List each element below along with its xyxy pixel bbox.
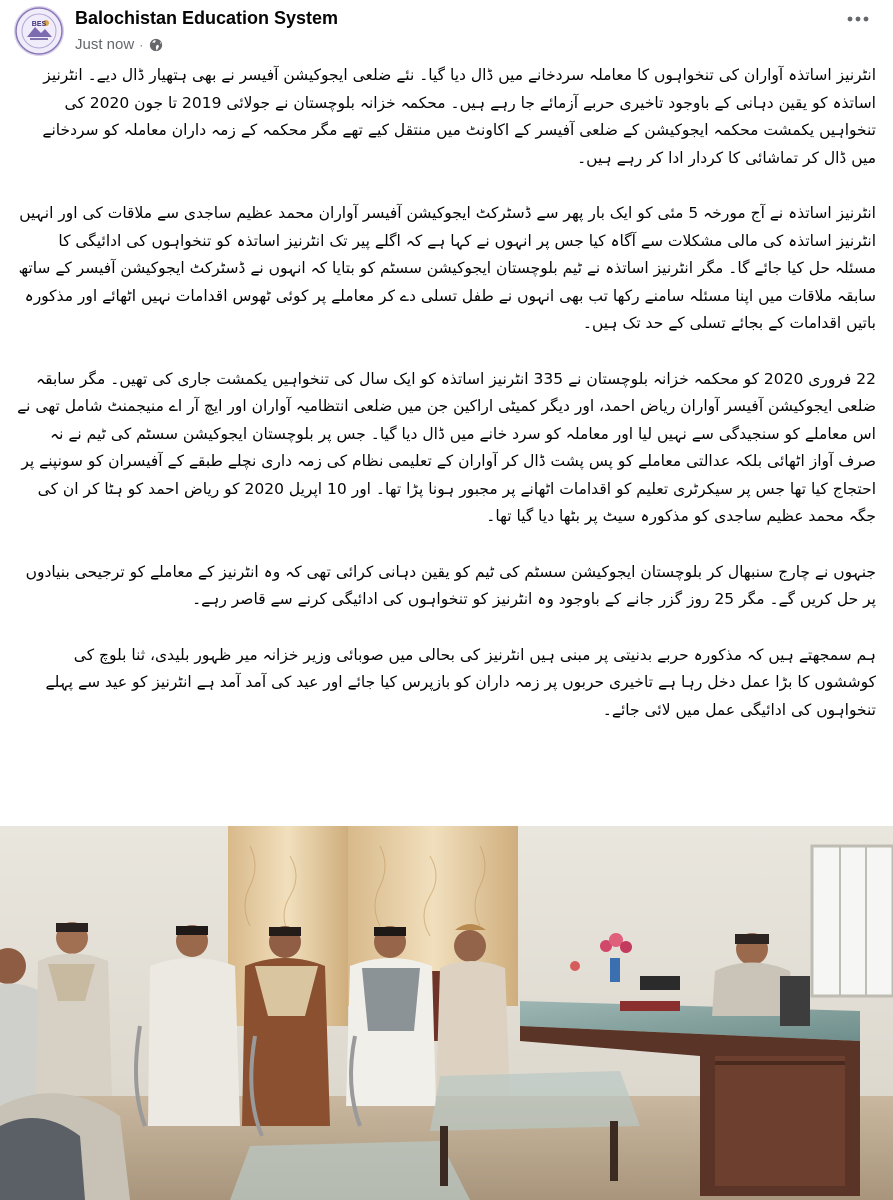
coffee-table	[230, 1141, 470, 1200]
post-timestamp[interactable]: Just now	[75, 36, 135, 53]
avatar-logo-text: BES	[31, 21, 47, 28]
post-paragraph-4: جنہوں نے چارج سنبھال کر بلوچستان ایجوکیشن سسٹم کی ٹیم کو یقین دہانی کرائی تھی کہ وہ انٹرنیز کے معاملے کو ترجیحی بنیادوں پر حل کریں گے۔ مگر 25 روز گزر جانے کے باوجود وہ انٹرنیز کو تنخواہوں کی ادائیگی کرنے سے قاصر رہے۔	[25, 562, 876, 608]
post-paragraph-5: ہم سمجھتے ہیں کہ مذکورہ حربے بدنیتی پر مبنی ہیں انٹرنیز کی بحالی میں صوبائی وزیر خزانہ میر ظہور بلیدی، ثنا بلوچ کی کوششوں کا بڑا عمل دخل رہا ہے تاخیری حربوں پر زمہ داران کو بازپرس کیا جائے اور عید کی آمد آمد ہے انٹرنیز کو عید سے پہلے تنخواہوں کی ادائیگی عمل میں لائی جائے۔	[45, 645, 876, 719]
globe-icon[interactable]	[149, 38, 163, 52]
post-paragraph-2: انٹرنیز اساتذہ نے آج مورخہ 5 مئی کو ایک بار پھر سے ڈسٹرکٹ ایجوکیشن آفیسر آواران محمد عظیم ساجدی سے ملاقات کی اور انہیں انٹرنیز اساتذہ کی مالی مشکلات سے آگاہ کیا جس پر انہوں نے کہا ہے کہ اگلے پیر تک انٹرنیز اساتذہ کو تنخواہوں کی ادائیگی کا مسئلہ حل کیا جائے گا۔ مگر انٹرنیز اساتذہ نے ٹیم بلوچستان ایجوکیشن سسٹم کو بتایا کہ انہوں نے ڈسٹرکٹ ایجوکیشن آفیسر کے ساتھ سابقہ ملاقات میں اپنا مسئلہ سامنے رکھا تب بھی انہوں نے طفل تسلی دے کر معاملے پر کوئی ٹھوس اقدامات نہیں اٹھائے اور مذکورہ باتیں اقدامات کے بجائے تسلی کے حد تک ہیں۔	[18, 204, 876, 332]
window	[812, 846, 893, 996]
desk-phone	[640, 976, 680, 990]
post-paragraph-3: 22 فروری 2020 کو محکمہ خزانہ بلوچستان نے 335 انٹرنیز اساتذہ کو ایک سال کی تنخواہیں یکمشت جاری کی تھیں۔ مگر سابقہ ضلعی ایجوکیشن آفیسر آواران ریاض احمد، اور دیگر کمیٹی اراکین جن میں ضلعی انتظامیہ آواران اور ایچ آر اے منیجمنٹ شامل تھی نے اس معاملے کو سنجیدگی سے نہیں لیا اور معاملہ کو سرد خانے میں ڈال دیا گیا۔ جس پر بلوچستان ایجوکیشن سسٹم کی ٹیم نے نہ صرف آواز اٹھائی بلکہ عدالتی معاملے کو پس پشت ڈال کر آواران کے تعلیمی نظام کی زمہ داری نچلے طبقے کے آفیسران کو سونپنے پر احتجاج کیا تھا جس پر سیکرٹری تعلیم کو اقدامات اٹھانے پر مجبور ہونا پڑا تھا۔ اور 10 اپریل 2020 کو ریاض احمد کو ہٹا کر ان کی جگہ محمد عظیم ساجدی کو مذکورہ سیٹ پر بٹھا دیا گیا تھا۔	[17, 369, 876, 525]
post-header	[14, 6, 879, 58]
flower-vase	[610, 958, 620, 982]
page-name-link[interactable]: Balochistan Education System	[75, 8, 339, 28]
post-photo[interactable]	[0, 826, 893, 1200]
post-paragraph-1: انٹرنیز اساتذہ آواران کی تنخواہوں کا معاملہ سردخانے میں ڈال دیا گیا۔ نئے ضلعی ایجوکیشن آفیسر نے بھی ہتھیار ڈال دیے۔ انٹرنیز اساتذہ کو یقین دہانی کے باوجود تاخیری حربے آزمائے جا رہے ہیں۔ محکمہ خزانہ بلوچستان نے جولائی 2019 تا جون 2020 کی تنخواہیں یکمشت محکمہ ایجوکیشن کے ضلعی آفیسر کے اکاونٹ میں منتقل کیے تھے مگر محکمہ کے زمہ داران معاملہ کو سردخانے میں ڈال کر تماشائی کا کردار ادا کر رہے ہیں۔	[42, 66, 876, 167]
bes-logo-icon	[15, 7, 63, 55]
page-avatar[interactable]	[14, 6, 64, 56]
post-text	[16, 62, 876, 752]
post-meta	[75, 36, 163, 53]
more-options-button[interactable]	[843, 8, 873, 30]
meta-separator: ·	[139, 37, 144, 52]
more-horizontal-icon	[843, 8, 873, 30]
